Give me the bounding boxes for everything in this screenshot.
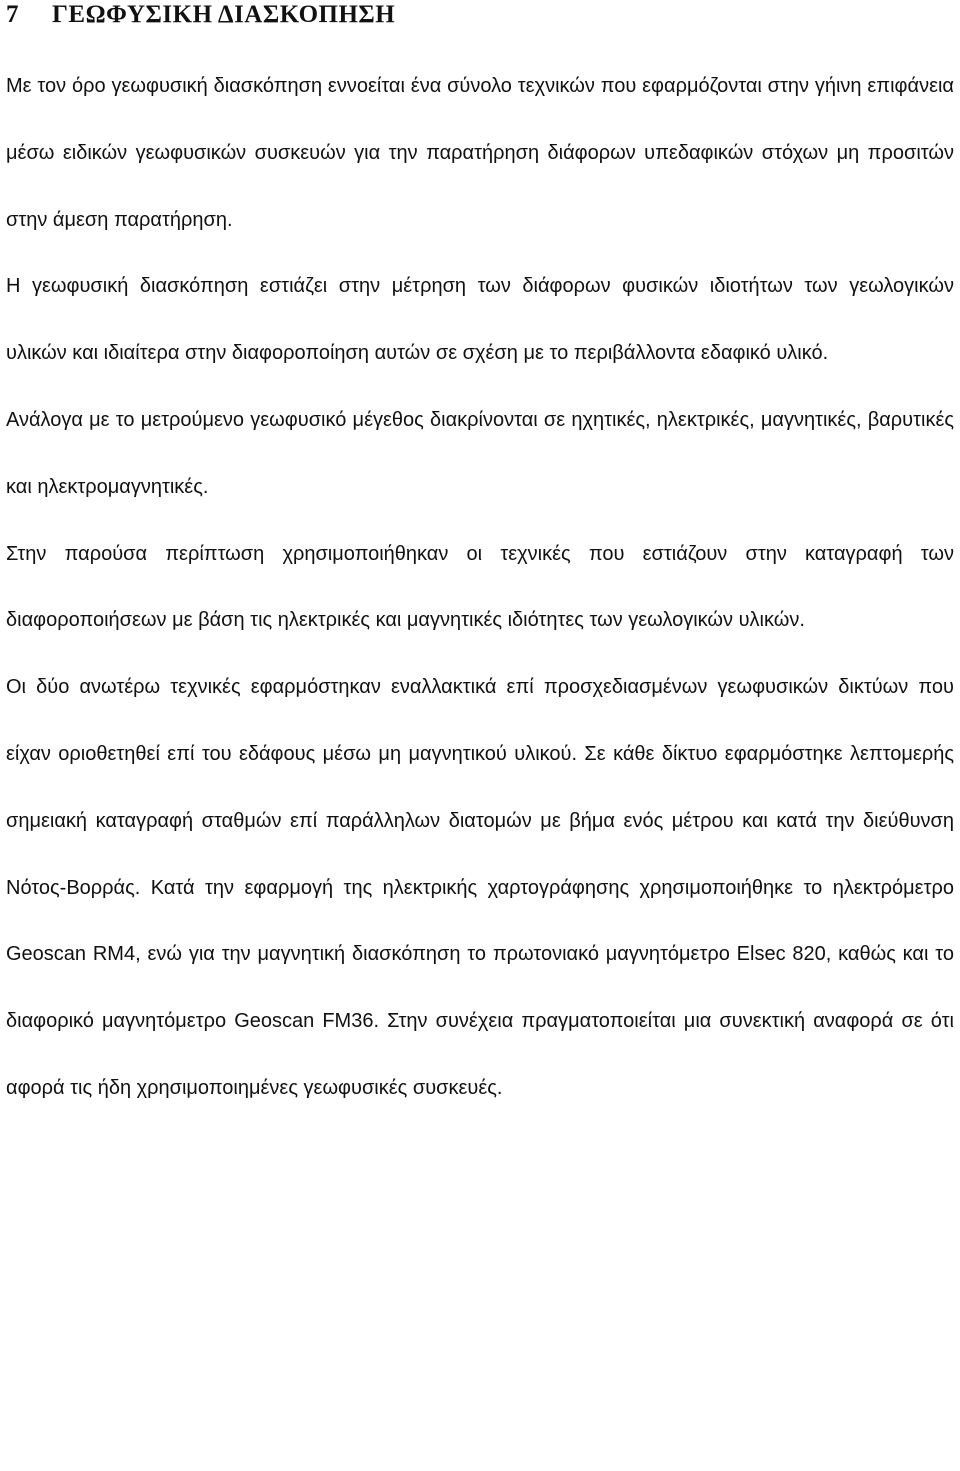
- chapter-title: ΓΕΩΦΥΣΙΚΗ ΔΙΑΣΚΟΠΗΣΗ: [52, 1, 396, 28]
- document-page: [6, 0, 954, 1122]
- paragraph-definition: Με τον όρο γεωφυσική διασκόπηση εννοείται ένα σύνολο τεχνικών που εφαρμόζονται στην γήινη επιφάνεια μέσω ειδικών γεωφυσικών συσκευών για την παρατήρηση διάφορων υπεδαφικών στόχων μη προσιτών στην άμεση παρατήρηση.: [6, 75, 954, 231]
- paragraph-focus: Η γεωφυσική διασκόπηση εστιάζει στην μέτρηση των διάφορων φυσικών ιδιοτήτων των γεωλογικών υλικών και ιδιαίτερα στην διαφοροποίηση αυτών σε σχέση με το περιβάλλοντα εδαφικό υλικό.: [6, 275, 954, 365]
- chapter-heading: [6, 0, 954, 30]
- paragraph-methodology: Οι δύο ανωτέρω τεχνικές εφαρμόστηκαν εναλλακτικά επί προσχεδιασμένων γεωφυσικών δικτύων που είχαν οριοθετηθεί επί του εδάφους μέσω μη μαγνητικού υλικού. Σε κάθε δίκτυο εφαρμόστηκε λεπτομερής σημειακή καταγραφή σταθμών επί παράλληλων διατομών με βήμα ενός μέτρου και κατά την διεύθυνση Νότος-Βορράς. Κατά την εφαρμογή της ηλεκτρικής χαρτογράφησης χρησιμοποιήθηκε το ηλεκτρόμετρο Geoscan RM4, ενώ για την μαγνητική διασκόπηση το πρωτονιακό μαγνητόμετρο Elsec 820, καθώς και το διαφορικό μαγνητόμετρο Geoscan FM36. Στην συνέχεια πραγματοποιείται μια συνεκτική αναφορά σε ότι αφορά τις ήδη χρησιμοποιημένες γεωφυσικές συσκευές.: [6, 676, 954, 1099]
- paragraph-categories: Ανάλογα με το μετρούμενο γεωφυσικό μέγεθος διακρίνονται σε ηχητικές, ηλεκτρικές, μαγνητικές, βαρυτικές και ηλεκτρομαγνητικές.: [6, 408, 954, 498]
- chapter-number: 7: [6, 1, 19, 28]
- paragraph-techniques-used: Στην παρούσα περίπτωση χρησιμοποιήθηκαν οι τεχνικές που εστιάζουν στην καταγραφή των διαφοροποιήσεων με βάση τις ηλεκτρικές και μαγνητικές ιδιότητες των γεωλογικών υλικών.: [6, 542, 954, 632]
